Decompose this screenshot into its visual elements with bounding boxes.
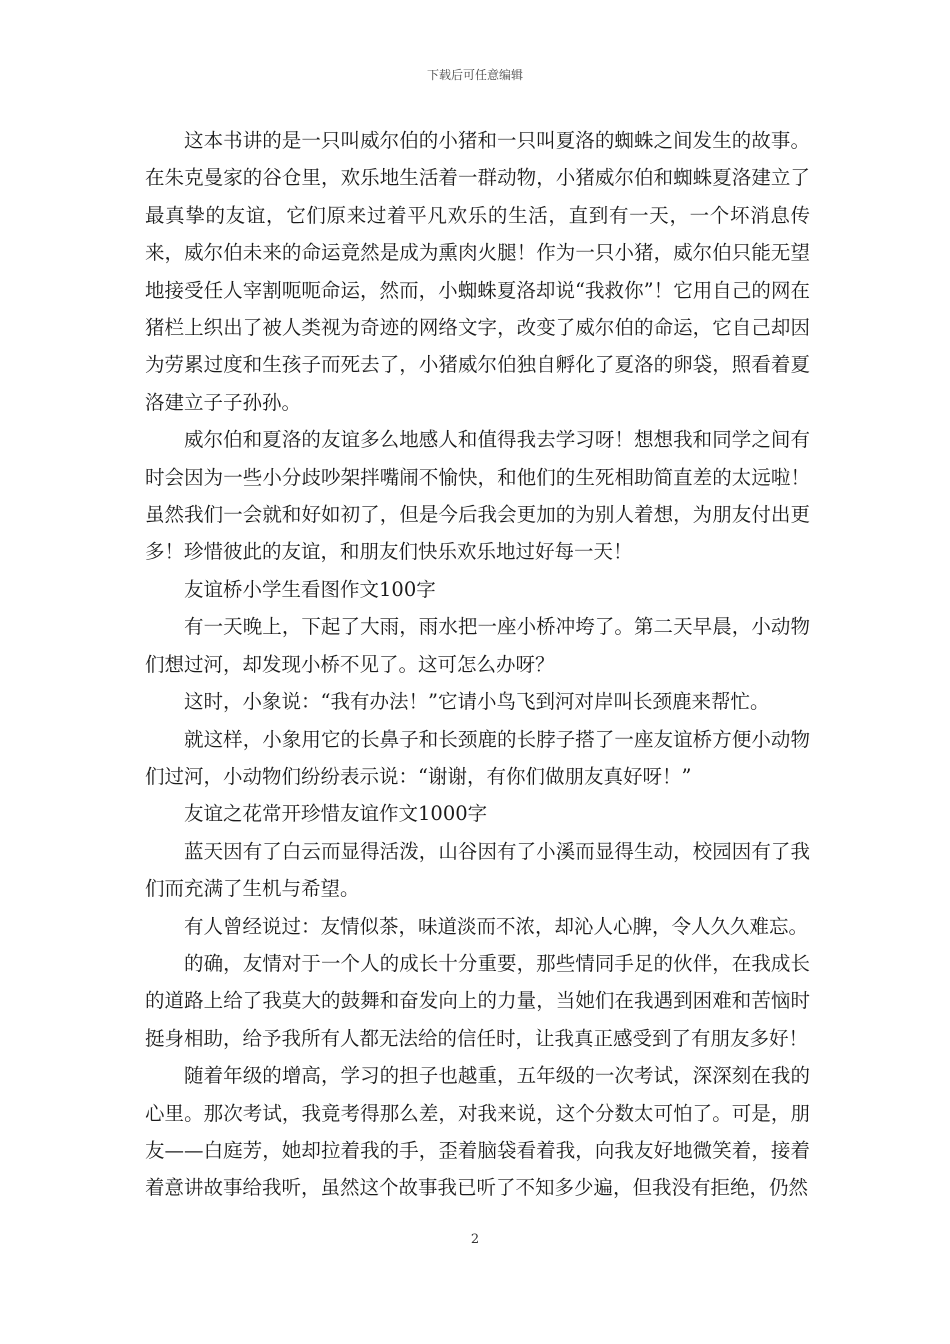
paragraph: 有一天晚上，下起了大雨，雨水把一座小桥冲垮了。第二天早晨，小动物们想过河，却发现小桥不见了。这可怎么办呀？ [145, 615, 810, 676]
paragraph: 随着年级的增高，学习的担子也越重，五年级的一次考试，深深刻在我的心里。那次考试，我竟考得那么差，对我来说，这个分数太可怕了。可是，朋友——白庭芳，她却拉着我的手，歪着脑袋看着我，向我友好地微笑着，接着着意讲故事给我听，虽然这个故事我已听了不知多少遍，但我没有拒绝，仍然 [145, 1064, 810, 1200]
page-header: 下载后可任意编辑 [426, 68, 523, 82]
paragraph: 这本书讲的是一只叫威尔伯的小猪和一只叫夏洛的蜘蛛之间发生的故事。在朱克曼家的谷仓里，欢乐地生活着一群动物，小猪威尔伯和蜘蛛夏洛建立了最真挚的友谊，它们原来过着平凡欢乐的生活，直到有一天，一个坏消息传来，威尔伯未来的命运竟然是成为熏肉火腿！作为一只小猪，威尔伯只能无望地接受任人宰割呃呃命运，然而，小蜘蛛夏洛却说“我救你”！它用自己的网在猪栏上织出了被人类视为奇迹的网络文字，改变了威尔伯的命运，它自己却因为劳累过度和生孩子而死去了，小猪威尔伯独自孵化了夏洛的卵袋，照看着夏洛建立子子孙孙。 [145, 129, 810, 414]
paragraph: 的确，友情对于一个人的成长十分重要，那些情同手足的伙伴，在我成长的道路上给了我莫大的鼓舞和奋发向上的力量，当她们在我遇到困难和苦恼时挺身相助，给予我所有人都无法给的信任时，让我真正感受到了有朋友多好！ [145, 951, 810, 1050]
section-title: 友谊之花常开珍惜友谊作文1000字 [184, 802, 488, 826]
paragraph: 威尔伯和夏洛的友谊多么地感人和值得我去学习呀！想想我和同学之间有时会因为一些小分歧吵架拌嘴闹不愉快，和他们的生死相助简直差的太远啦！虽然我们一会就和好如初了，但是今后我会更加的为别人着想，为朋友付出更多！珍惜彼此的友谊，和朋友们快乐欢乐地过好每一天！ [145, 428, 810, 564]
body-text [145, 122, 810, 1207]
paragraph: 就这样，小象用它的长鼻子和长颈鹿的长脖子搭了一座友谊桥方便小动物们过河，小动物们纷纷表示说：“谢谢，有你们做朋友真好呀！” [145, 727, 810, 788]
page-number: 2 [470, 1232, 480, 1247]
paragraph: 有人曾经说过：友情似茶，味道淡而不浓，却沁人心脾，令人久久难忘。 [184, 914, 809, 938]
paragraph: 蓝天因有了白云而显得活泼，山谷因有了小溪而显得生动，校园因有了我们而充满了生机与希望。 [145, 839, 810, 901]
paragraph: 这时，小象说：“我有办法！”它请小鸟飞到河对岸叫长颈鹿来帮忙。 [184, 690, 770, 714]
section-title: 友谊桥小学生看图作文100字 [184, 577, 436, 601]
